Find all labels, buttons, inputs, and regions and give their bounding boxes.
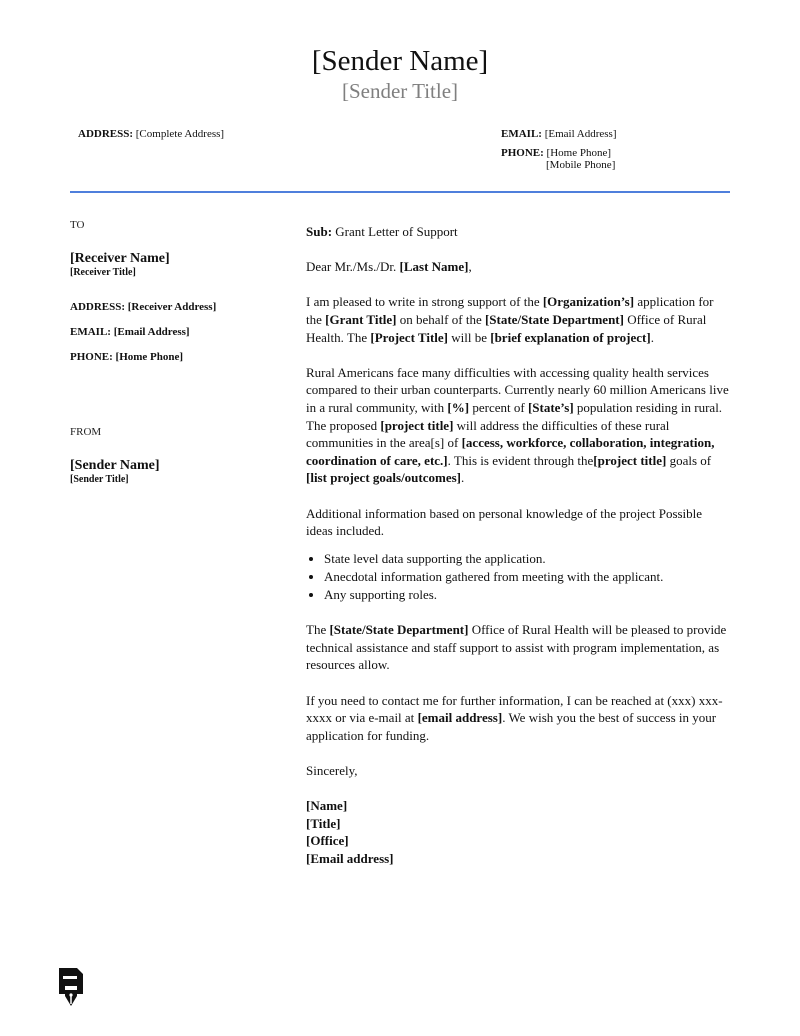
- text: Office of Rural Health. The: [306, 311, 707, 345]
- list-item: • State level data supporting the application.: [324, 550, 731, 568]
- text: . We wish you the best of success in your application for funding.: [306, 710, 717, 743]
- text: application for the: [306, 294, 714, 327]
- receiver-phone: [70, 351, 280, 364]
- sender-name: [Sender Name]: [311, 45, 489, 77]
- text: population residing in rural. The proposed: [306, 399, 723, 433]
- letter-body: [306, 223, 731, 868]
- text: I am pleased to write in strong support of the: [306, 294, 543, 310]
- mobile-phone-value: [Mobile Phone]: [546, 159, 616, 171]
- text: If you need to contact me for further information, I can be reached at (xxx) xxx-xxxx or via e-mail at: [306, 692, 723, 726]
- placeholder: [State’s]: [527, 399, 574, 415]
- sender-phone: [501, 147, 615, 171]
- receiver-title: [Receiver Title]: [70, 267, 136, 278]
- signature-email: [Email address]: [306, 850, 394, 866]
- salutation-name: [Last Name]: [399, 259, 469, 275]
- paragraph-additional: Additional information based on personal knowledge of the project Possible ideas included.: [306, 505, 703, 539]
- placeholder: [access, workforce, collaboration, integration, coordination of care, etc.]: [306, 435, 715, 468]
- header-divider: [70, 191, 730, 193]
- text: on behalf of the: [396, 311, 485, 327]
- signature-title: [Title]: [306, 815, 341, 831]
- placeholder: [%]: [447, 399, 470, 415]
- signature-name: [Name]: [306, 798, 348, 814]
- placeholder: [list project goals/outcomes]: [306, 470, 462, 486]
- signature-office: [Office]: [306, 833, 349, 849]
- from-sender-title: [Sender Title]: [70, 474, 129, 485]
- text: Office of Rural Health will be pleased to provide technical assistance and staff support to assist with program implementation, as resources allow.: [306, 622, 727, 673]
- subject-line: [306, 223, 731, 241]
- phone-label: PHONE:: [501, 147, 544, 159]
- placeholder: [Grant Title]: [325, 311, 397, 327]
- placeholder: [Organization’s]: [542, 294, 635, 310]
- address-value: [Complete Address]: [133, 128, 225, 140]
- salutation-suffix: ,: [468, 259, 472, 275]
- from-label: FROM: [70, 426, 102, 438]
- placeholder: [State/State Department]: [329, 622, 469, 638]
- placeholder: [State/State Department]: [484, 311, 624, 327]
- text: .: [650, 329, 654, 345]
- sender-title: [Sender Title]: [341, 79, 459, 103]
- sender-email: [501, 128, 617, 140]
- text: The: [306, 622, 330, 638]
- subject-label: Sub:: [306, 224, 333, 239]
- paragraph-support: [306, 293, 731, 346]
- receiver-phone-value: [Home Phone]: [112, 351, 184, 363]
- placeholder: [Project Title]: [370, 329, 448, 345]
- email-label: EMAIL:: [501, 128, 542, 140]
- placeholder: [project title]: [593, 452, 667, 468]
- placeholder: [brief explanation of project]: [490, 329, 651, 345]
- address-label: ADDRESS:: [78, 128, 134, 140]
- receiver-name: [Receiver Name]: [70, 251, 170, 266]
- home-phone-value: [Home Phone]: [543, 147, 611, 159]
- text: goals of: [666, 452, 712, 468]
- ideas-list: [306, 550, 731, 604]
- paragraph-rural: [306, 364, 731, 487]
- receiver-address: [70, 301, 280, 314]
- recipient-sidebar: [70, 219, 280, 486]
- sender-address: [78, 128, 224, 140]
- salutation-prefix: Dear Mr./Ms./Dr.: [306, 259, 400, 275]
- text: will be: [448, 329, 491, 345]
- from-sender-name: [Sender Name]: [70, 458, 160, 473]
- list-item: • Any supporting roles.: [324, 586, 731, 604]
- email-value: [Email Address]: [541, 128, 617, 140]
- list-item: • Anecdotal information gathered from meeting with the applicant.: [324, 568, 731, 586]
- subject-text: Grant Letter of Support: [332, 224, 458, 239]
- text: will address the difficulties of these rural communities in the area[s] of: [306, 417, 670, 451]
- placeholder: [project title]: [380, 417, 454, 433]
- receiver-phone-label: PHONE:: [70, 351, 113, 363]
- receiver-address-value: [Receiver Address]: [125, 301, 217, 313]
- paragraph-contact: [306, 692, 731, 745]
- text: percent of: [469, 399, 528, 415]
- text: . This is evident through the: [447, 452, 594, 468]
- letter-header: [0, 44, 800, 104]
- signature-block: [306, 797, 731, 867]
- text: .: [461, 470, 465, 486]
- salutation: [306, 258, 731, 276]
- paragraph-assistance: [306, 621, 731, 674]
- closing: Sincerely,: [306, 763, 358, 778]
- text: Rural Americans face many difficulties with accessing quality health services compared to their urban counterparts. Currently nearly 60 million Americans live in a rural community, with: [306, 364, 729, 415]
- receiver-address-label: ADDRESS:: [70, 301, 126, 313]
- receiver-email-value: [Email Address]: [110, 326, 190, 338]
- receiver-email-label: EMAIL:: [70, 326, 111, 338]
- placeholder: [email address]: [417, 710, 503, 726]
- pen-nib-logo-icon: [57, 964, 85, 1008]
- to-label: TO: [70, 219, 85, 231]
- receiver-email: [70, 326, 280, 339]
